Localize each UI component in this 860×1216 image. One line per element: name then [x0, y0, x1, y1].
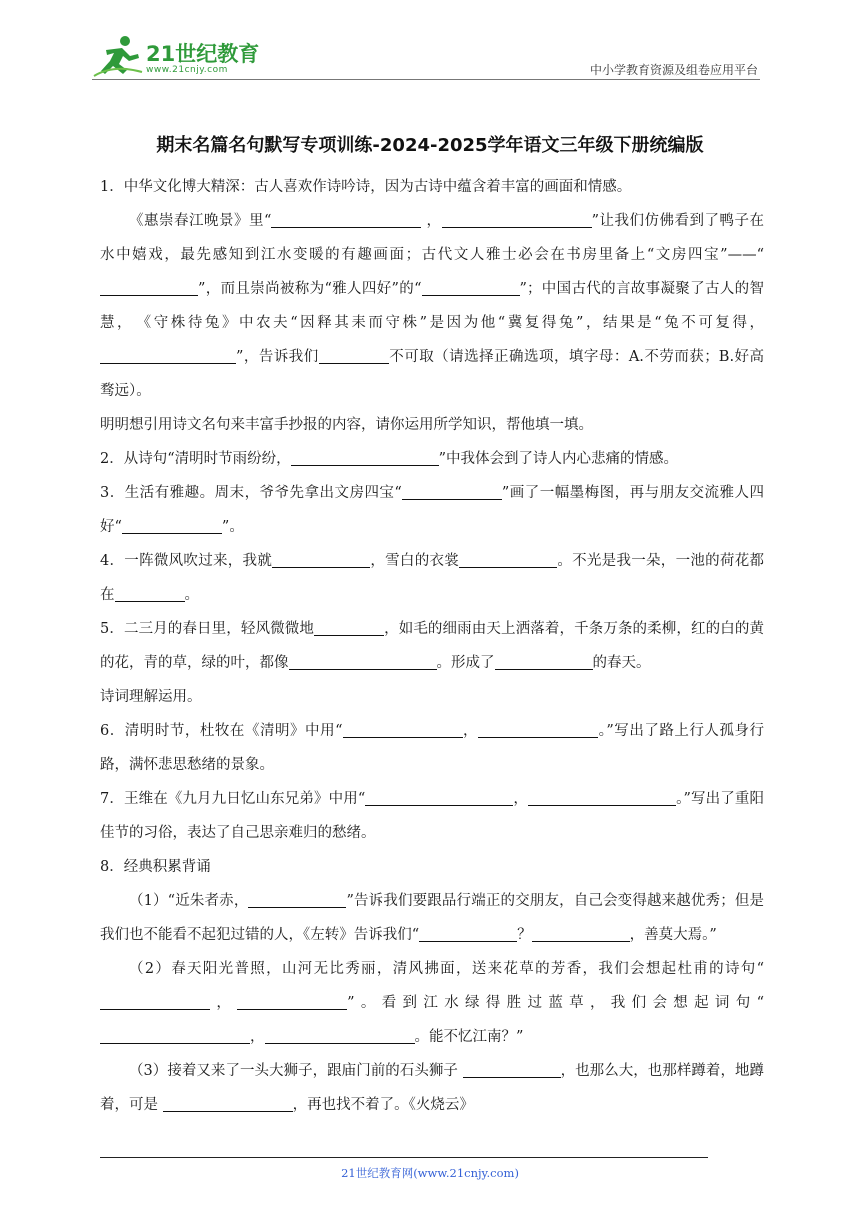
answer-blank[interactable] — [442, 211, 592, 228]
page-header — [92, 30, 760, 82]
answer-blank[interactable] — [237, 993, 347, 1010]
answer-blank[interactable] — [343, 721, 463, 738]
answer-blank[interactable] — [265, 1027, 415, 1044]
question-8-1: （1）“近朱者赤， ”告诉我们要跟品行端正的交朋友，自己会变得越来越优秀；但是我们也不能看不起犯过错的人，《左转》告诉我们“ ？ ，善莫大焉。” — [100, 893, 764, 943]
answer-blank[interactable] — [532, 925, 630, 942]
answer-blank[interactable] — [495, 653, 593, 670]
question-8-stem: 8．经典积累背诵 — [100, 859, 211, 875]
answer-blank[interactable] — [289, 653, 437, 670]
answer-blank[interactable] — [459, 551, 557, 568]
answer-blank[interactable] — [100, 1027, 250, 1044]
question-7: 7．王维在《九月九日忆山东兄弟》中用“ ， 。”写出了重阳佳节的习俗，表达了自己思亲难归的愁绪。 — [100, 791, 765, 841]
question-5: 5．二三月的春日里，轻风微微地 ，如毛的细雨由天上洒落着，千条万条的柔柳，红的白的黄的花，青的草，绿的叶，都像 。形成了 的春天。 — [100, 621, 764, 671]
question-6: 6．清明时节，杜牧在《清明》中用“ ， 。”写出了路上行人孤身行路，满怀悲思愁绪的景象。 — [100, 723, 764, 773]
answer-blank[interactable] — [478, 721, 598, 738]
logo — [92, 34, 262, 78]
answer-blank[interactable] — [291, 449, 439, 466]
page-title: 期末名篇名句默写专项训练-2024-2025学年语文三年级下册统编版 — [156, 135, 704, 156]
footer-text[interactable]: 21世纪教育网(www.21cnjy.com) — [341, 1166, 519, 1180]
question-4: 4．一阵微风吹过来，我就 ，雪白的衣裳 。不光是我一朵，一池的荷花都在 。 — [100, 553, 764, 603]
answer-blank[interactable] — [100, 993, 210, 1010]
answer-blank[interactable] — [271, 211, 421, 228]
answer-blank[interactable] — [319, 347, 389, 364]
answer-blank[interactable] — [248, 891, 346, 908]
answer-blank[interactable] — [122, 517, 222, 534]
exercise-content — [100, 170, 764, 1122]
answer-blank[interactable] — [314, 619, 384, 636]
answer-blank[interactable] — [422, 279, 520, 296]
question-8-2: （2）春天阳光普照，山河无比秀丽，清风拂面，送来花草的芳香，我们会想起杜甫的诗句“， ”。看到江水绿得胜过蓝草，我们会想起词句“， 。能不忆江南？” — [100, 952, 764, 1054]
answer-blank[interactable] — [163, 1095, 293, 1112]
logo-url: www.21cnjy.com — [146, 65, 228, 75]
question-1-stem: 1．中华文化博大精深：古人喜欢作诗吟诗，因为古诗中蕴含着丰富的画面和情感。 — [100, 179, 632, 195]
answer-blank[interactable] — [115, 585, 185, 602]
header-platform-name: 中小学教育资源及组卷应用平台 — [589, 63, 758, 77]
runner-logo-icon — [92, 34, 144, 78]
question-2: 2．从诗句“清明时节雨纷纷， ”中我体会到了诗人内心悲痛的情感。 — [100, 451, 679, 467]
question-3: 3．生活有雅趣。周末，爷爷先拿出文房四宝“ ”画了一幅墨梅图，再与朋友交流雅人四好“ ”。 — [100, 485, 764, 535]
answer-blank[interactable] — [528, 789, 676, 806]
answer-blank[interactable] — [402, 483, 502, 500]
intro-text-2: 诗词理解运用。 — [100, 689, 202, 705]
answer-blank[interactable] — [365, 789, 513, 806]
header-divider — [92, 79, 760, 80]
answer-blank[interactable] — [463, 1061, 561, 1078]
question-1-body: 《惠崇春江晚景》里“ ， ”让我们仿佛看到了鸭子在水中嬉戏，最先感知到江水变暖的有趣画面；古代文人雅士必会在书房里备上“文房四宝”——“”，而且崇尚被称为“雅人四好”的“ ”；中国古代的言故事凝聚了古人的智慧， 《守株待兔》中农夫“因释其耒而守株”是因为他“冀复得兔”，结果是“兔不可复得，”，告诉我们 不可取（请选择正确选项，填字母：A.不劳而获；B.好高骛远）。 — [100, 213, 764, 399]
logo-text: 21世纪教育 — [146, 42, 260, 66]
answer-blank[interactable] — [100, 347, 236, 364]
answer-blank[interactable] — [419, 925, 517, 942]
intro-text-1: 明明想引用诗文名句来丰富手抄报的内容，请你运用所学知识，帮他填一填。 — [100, 417, 593, 433]
question-8-3: （3）接着又来了一头大狮子，跟庙门前的石头狮子 ，也那么大，也那样蹲着，地蹲着，可是 ，再也找不着了。《火烧云》 — [100, 1063, 765, 1113]
footer-divider — [100, 1157, 708, 1158]
answer-blank[interactable] — [272, 551, 370, 568]
answer-blank[interactable] — [100, 279, 198, 296]
